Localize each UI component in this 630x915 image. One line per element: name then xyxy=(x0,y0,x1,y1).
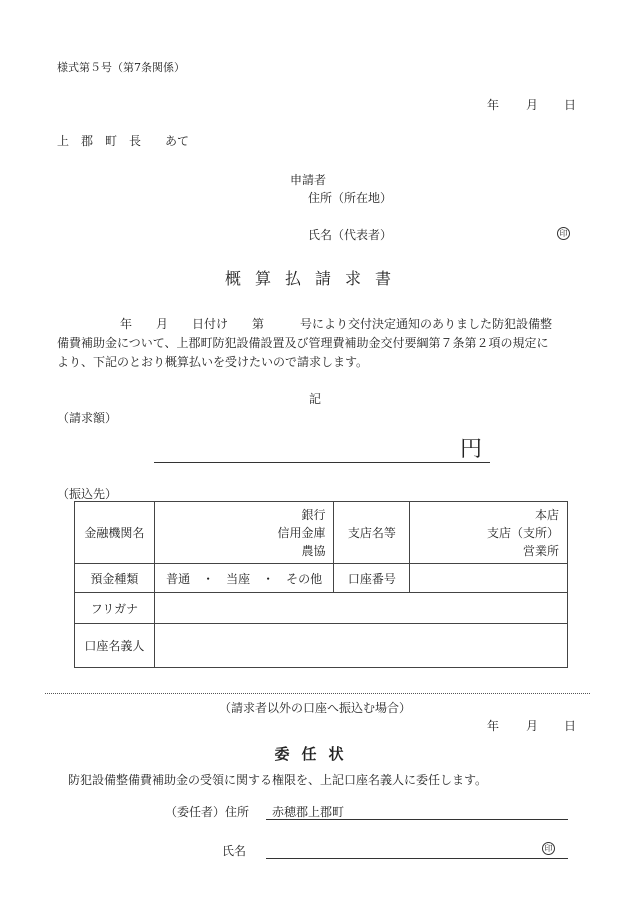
institution-types[interactable] xyxy=(154,502,334,564)
holder-row xyxy=(75,624,568,668)
applicant-label: 申請者 xyxy=(290,173,327,187)
holder-label: 口座名義人 xyxy=(75,624,155,668)
body-line-3: より、下記のとおり概算払いを受けたいので請求します。 xyxy=(57,355,369,369)
date-year: 年 xyxy=(487,98,500,112)
request-amount-label: （請求額） xyxy=(57,411,118,425)
delegation-date-day: 日 xyxy=(564,719,577,733)
form-number: 様式第５号（第7条関係） xyxy=(57,61,185,74)
delegator-address-value[interactable]: 赤穂郡上郡町 xyxy=(272,805,345,819)
delegator-name-line[interactable] xyxy=(266,858,568,859)
holder-field[interactable] xyxy=(154,624,567,668)
furigana-field[interactable] xyxy=(154,593,567,624)
credit-union-type: 信用金庫 xyxy=(277,525,326,540)
institution-label: 金融機関名 xyxy=(75,502,155,564)
delegator-address-label: （委任者）住所 xyxy=(165,805,250,819)
seal-icon: 印 xyxy=(557,227,570,240)
branch-label: 支店名等 xyxy=(334,502,410,564)
deposit-row xyxy=(75,564,568,593)
delegator-name-label: 氏名 xyxy=(222,844,247,858)
head-office-type: 本店 xyxy=(534,507,559,522)
applicant-address-label: 住所（所在地） xyxy=(308,191,393,205)
agri-coop-type: 農協 xyxy=(301,543,326,558)
request-body xyxy=(57,315,577,372)
date-day: 日 xyxy=(564,98,577,112)
furigana-row xyxy=(75,593,568,624)
branch-office-type: 支店（支所） xyxy=(486,525,559,540)
other-account-note: （請求者以外の口座へ振込む場合） xyxy=(218,701,411,715)
deposit-options[interactable]: 普通 ・ 当座 ・ その他 xyxy=(154,564,334,593)
cut-line xyxy=(45,693,590,694)
delegator-address-line xyxy=(266,819,568,820)
delegation-text: 防犯設備整備費補助金の受領に関する権限を、上記口座名義人に委任します。 xyxy=(68,773,488,787)
date-month: 月 xyxy=(526,98,539,112)
seal-icon: 印 xyxy=(542,842,555,855)
deposit-type-label: 預金種類 xyxy=(75,564,155,593)
bank-account-table xyxy=(74,501,568,668)
account-number-field[interactable] xyxy=(410,564,568,593)
delegation-title: 委任状 xyxy=(274,745,356,763)
body-line-2: 備費補助金について、上郡町防犯設備設置及び管理費補助金交付要綱第７条第２項の規定に xyxy=(57,336,549,350)
account-number-label: 口座番号 xyxy=(334,564,410,593)
transfer-label: （振込先） xyxy=(57,487,118,501)
record-label: 記 xyxy=(308,392,321,406)
amount-input-line[interactable] xyxy=(154,462,490,463)
branch-types[interactable] xyxy=(410,502,568,564)
yen-unit: 円 xyxy=(460,437,483,462)
delegation-date-year: 年 xyxy=(487,719,500,733)
institution-row xyxy=(75,502,568,564)
sales-office-type: 営業所 xyxy=(522,543,559,558)
page-title: 概算払請求書 xyxy=(224,269,405,288)
applicant-name-label: 氏名（代表者） xyxy=(308,228,393,242)
bank-type: 銀行 xyxy=(301,507,326,522)
addressee: 上 郡 町 長 あて xyxy=(57,134,190,148)
body-line-1: 年 月 日付け 第 号により交付決定通知のありました防犯設備整 xyxy=(120,317,553,331)
delegation-date-month: 月 xyxy=(526,719,539,733)
furigana-label: フリガナ xyxy=(75,593,155,624)
